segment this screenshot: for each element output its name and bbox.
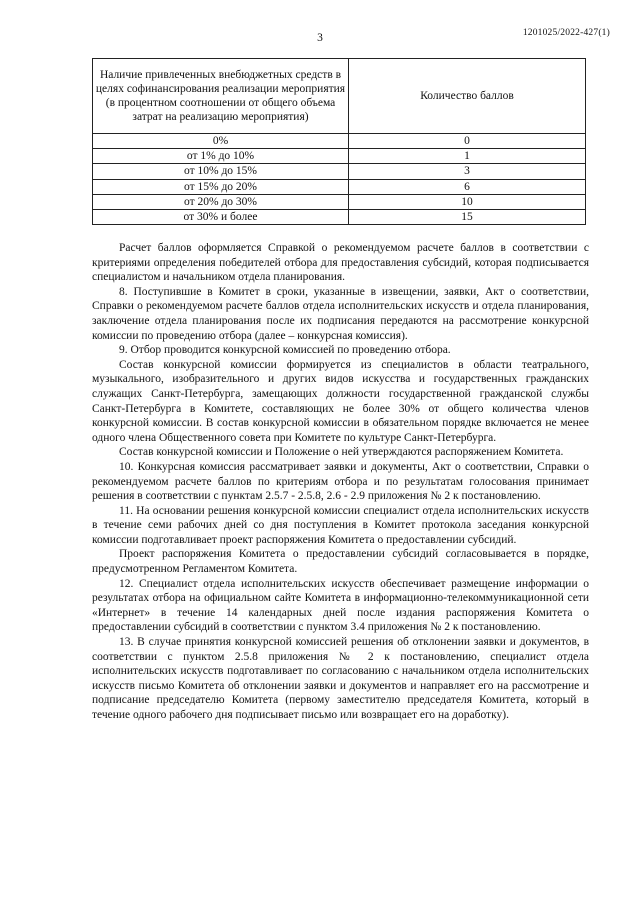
- table-cell-range: от 10% до 15%: [93, 164, 349, 179]
- paragraph-item-12: 12. Специалист отдела исполнительских искусств обеспечивает размещение информации о результатах отбора на официальном сайте Комитета в информационно-телекоммуникационной сети «Интернет» в течение 14 календарных дней после издания распоряжения Комитета о предоставлении субсидий в соответствии с пунктом 3.4 приложения № 2 к постановлению.: [92, 577, 589, 634]
- paragraph-score-calculation: Расчет баллов оформляется Справкой о рекомендуемом расчете баллов в соответствии с критериями определения победителей отбора для предоставления субсидий, которая подписывается специалистом и начальником отдела планирования.: [92, 242, 589, 284]
- table-row: [93, 194, 586, 209]
- table-cell-range: от 30% и более: [93, 210, 349, 225]
- table-header-funding-share: Наличие привлеченных внебюджетных средств в целях софинансирования реализации мероприятия (в процентном соотношении от общего объема затрат на реализацию мероприятия): [93, 59, 349, 134]
- table-row: [93, 149, 586, 164]
- scores-table: [92, 58, 586, 225]
- table-header-row: [93, 59, 586, 134]
- paragraph-commission-composition: Состав конкурсной комиссии формируется из специалистов в области театрального, музыкального, изобразительного и других видов искусства и государственных гражданских служащих Санкт-Петербурга, замещающих должности государственной гражданской службы Санкт-Петербурга в Комитете, составляющих не более 30% от общего количества членов конкурсной комиссии. В состав конкурсной комиссии в обязательном порядке включается не менее одного члена Общественного совета при Комитете по культуре Санкт-Петербурга.: [92, 358, 589, 444]
- paragraph-order-approval: Проект распоряжения Комитета о предоставлении субсидий согласовывается в порядке, предусмотренном Регламентом Комитета.: [92, 548, 589, 576]
- table-cell-range: от 1% до 10%: [93, 149, 349, 164]
- table-cell-range: от 15% до 20%: [93, 179, 349, 194]
- paragraph-item-11: 11. На основании решения конкурсной комиссии специалист отдела исполнительских искусств в течение семи рабочих дней со дня поступления в Комитет протокола заседания конкурсной комиссии подготавливает проект распоряжения Комитета о предоставлении субсидий.: [92, 504, 589, 546]
- table-row: [93, 210, 586, 225]
- paragraph-item-8: 8. Поступившие в Комитет в сроки, указанные в извещении, заявки, Акт о соответствии, Справки о рекомендуемом расчете баллов отдела исполнительских искусств и отдела планирования, заключение отдела планирования после их подписания передаются на рассмотрение конкурсной комиссии по проведению отбора (далее – конкурсная комиссия).: [92, 285, 589, 342]
- table-cell-score: 1: [349, 149, 586, 164]
- paragraph-item-9: 9. Отбор проводится конкурсной комиссией по проведению отбора.: [119, 344, 451, 357]
- table-cell-score: 15: [349, 210, 586, 225]
- table-cell-score: 3: [349, 164, 586, 179]
- table-row: [93, 134, 586, 149]
- table-row: [93, 179, 586, 194]
- document-number: 1201025/2022-427(1): [522, 28, 610, 38]
- paragraph-item-13: 13. В случае принятия конкурсной комиссией решения об отклонении заявки и документов, в соответствии с пунктом 2.5.8 приложения № 2 к постановлению, специалист отдела исполнительских искусств подготавливает по согласованию с начальником отдела исполнительских искусств письмо Комитета об отклонении заявки и документов и направляет его на рассмотрение и подписание председателю Комитета (первому заместителю председателя Комитета, который в течение одного рабочего дня подписывает письмо или возвращает его на доработку).: [92, 636, 589, 721]
- page-number: 3: [317, 32, 323, 44]
- table-cell-score: 0: [349, 134, 586, 149]
- table-cell-range: от 20% до 30%: [93, 194, 349, 209]
- paragraph-item-10: 10. Конкурсная комиссия рассматривает заявки и документы, Акт о соответствии, Справки о рекомендуемом расчете баллов по критериям отбора и по результатам голосования принимает решения в соответствии с пунктам 2.5.7 - 2.5.8, 2.6 - 2.9 приложения № 2 к постановлению.: [92, 460, 589, 503]
- table-header-score: Количество баллов: [349, 59, 586, 134]
- table-cell-range: 0%: [93, 134, 349, 149]
- table-cell-score: 10: [349, 194, 586, 209]
- table-cell-score: 6: [349, 179, 586, 194]
- paragraph-commission-approval: Состав конкурсной комиссии и Положение о ней утверждаются распоряжением Комитета.: [119, 446, 564, 459]
- document-body: [92, 241, 589, 723]
- table-row: [93, 164, 586, 179]
